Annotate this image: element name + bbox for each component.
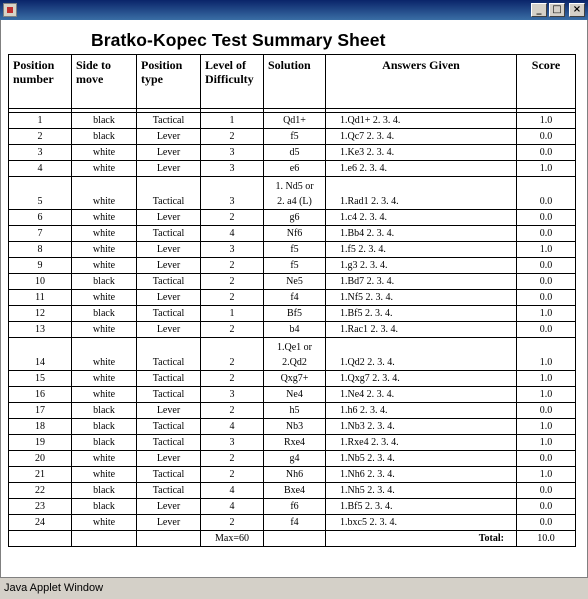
answer-cell: 1.Nb3 2. 3. 4. bbox=[326, 419, 517, 435]
header-position-type: Position type bbox=[137, 55, 201, 109]
difficulty-cell: 4 bbox=[201, 483, 264, 499]
table-row bbox=[9, 419, 576, 435]
difficulty-cell: 2 bbox=[201, 515, 264, 531]
solution-cell bbox=[264, 290, 326, 306]
score-cell: 1.0 bbox=[517, 242, 576, 258]
header-row bbox=[9, 55, 576, 109]
position-number-cell: 18 bbox=[9, 419, 72, 435]
position-number-cell: 24 bbox=[9, 515, 72, 531]
position-type-cell: Lever bbox=[137, 322, 201, 338]
side-to-move-cell: black bbox=[72, 113, 137, 129]
solution-line: Nh6 bbox=[285, 469, 304, 480]
table-row bbox=[9, 451, 576, 467]
score-cell: 1.0 bbox=[517, 306, 576, 322]
position-type-cell: Lever bbox=[137, 403, 201, 419]
difficulty-cell: 2 bbox=[201, 290, 264, 306]
solution-cell bbox=[264, 419, 326, 435]
maximize-button[interactable]: □ bbox=[549, 3, 565, 17]
position-type-cell: Tactical bbox=[137, 387, 201, 403]
difficulty-cell: 1 bbox=[201, 306, 264, 322]
position-number-cell: 12 bbox=[9, 306, 72, 322]
sheet-title: Bratko-Kopec Test Summary Sheet bbox=[91, 30, 386, 50]
score-cell: 0.0 bbox=[517, 290, 576, 306]
table-row bbox=[9, 161, 576, 177]
solution-line: Qd1+ bbox=[283, 115, 306, 126]
table-row bbox=[9, 467, 576, 483]
table-row bbox=[9, 483, 576, 499]
position-number-cell: 21 bbox=[9, 467, 72, 483]
minimize-button[interactable]: _ bbox=[531, 3, 547, 17]
position-type-cell: Lever bbox=[137, 129, 201, 145]
position-number-cell: 11 bbox=[9, 290, 72, 306]
position-type-cell: Tactical bbox=[137, 435, 201, 451]
table-row bbox=[9, 210, 576, 226]
solution-line: Nf6 bbox=[286, 228, 303, 239]
difficulty-cell: 4 bbox=[201, 419, 264, 435]
solution-cell bbox=[264, 451, 326, 467]
difficulty-cell: 4 bbox=[201, 226, 264, 242]
solution-line: f5 bbox=[290, 131, 299, 142]
side-to-move-cell: white bbox=[72, 177, 137, 210]
side-to-move-cell: white bbox=[72, 371, 137, 387]
header-score: Score bbox=[517, 55, 576, 109]
title-bar[interactable] bbox=[0, 0, 588, 20]
answer-cell: 1.Qd1+ 2. 3. 4. bbox=[326, 113, 517, 129]
solution-line: f4 bbox=[290, 292, 299, 303]
difficulty-cell: 3 bbox=[201, 177, 264, 210]
answer-cell: 1.Bb4 2. 3. 4. bbox=[326, 226, 517, 242]
table-row bbox=[9, 258, 576, 274]
position-number-cell: 19 bbox=[9, 435, 72, 451]
position-number-cell: 20 bbox=[9, 451, 72, 467]
solution-cell bbox=[264, 161, 326, 177]
position-type-cell: Tactical bbox=[137, 226, 201, 242]
solution-line: f5 bbox=[290, 260, 299, 271]
position-type-cell: Lever bbox=[137, 451, 201, 467]
difficulty-cell: 3 bbox=[201, 161, 264, 177]
answer-cell: 1.bxc5 2. 3. 4. bbox=[326, 515, 517, 531]
score-cell: 0.0 bbox=[517, 451, 576, 467]
score-cell: 1.0 bbox=[517, 113, 576, 129]
score-cell: 0.0 bbox=[517, 499, 576, 515]
table-row bbox=[9, 274, 576, 290]
solution-line: Ne5 bbox=[286, 276, 303, 287]
side-to-move-cell: black bbox=[72, 129, 137, 145]
solution-cell bbox=[264, 274, 326, 290]
solution-line: f4 bbox=[290, 517, 299, 528]
header-level: Level of Difficulty bbox=[201, 55, 264, 109]
answer-cell: 1.Nf5 2. 3. 4. bbox=[326, 290, 517, 306]
score-cell: 1.0 bbox=[517, 338, 576, 371]
table-row bbox=[9, 435, 576, 451]
side-to-move-cell: white bbox=[72, 161, 137, 177]
table-row bbox=[9, 290, 576, 306]
score-cell: 1.0 bbox=[517, 435, 576, 451]
solution-line: Nb3 bbox=[285, 421, 304, 432]
table-row bbox=[9, 515, 576, 531]
position-type-cell: Tactical bbox=[137, 113, 201, 129]
solution-cell bbox=[264, 129, 326, 145]
solution-line: d5 bbox=[289, 147, 300, 158]
position-type-cell: Lever bbox=[137, 515, 201, 531]
table-row bbox=[9, 322, 576, 338]
java-app-icon bbox=[3, 3, 17, 17]
answer-cell: 1.Qc7 2. 3. 4. bbox=[326, 129, 517, 145]
solution-cell bbox=[264, 258, 326, 274]
side-to-move-cell: black bbox=[72, 419, 137, 435]
side-to-move-cell: white bbox=[72, 210, 137, 226]
position-type-cell: Lever bbox=[137, 499, 201, 515]
position-type-cell: Tactical bbox=[137, 306, 201, 322]
solution-cell bbox=[264, 145, 326, 161]
position-type-cell: Lever bbox=[137, 242, 201, 258]
side-to-move-cell: black bbox=[72, 403, 137, 419]
solution-line: 2. a4 (L) bbox=[277, 196, 312, 207]
score-cell: 0.0 bbox=[517, 226, 576, 242]
table-row bbox=[9, 113, 576, 129]
position-number-cell: 15 bbox=[9, 371, 72, 387]
answer-cell: 1.g3 2. 3. 4. bbox=[326, 258, 517, 274]
score-cell: 0.0 bbox=[517, 322, 576, 338]
difficulty-cell: 2 bbox=[201, 258, 264, 274]
position-number-cell: 16 bbox=[9, 387, 72, 403]
position-number-cell: 2 bbox=[9, 129, 72, 145]
solution-line: 1. Nd5 or bbox=[275, 181, 314, 192]
answer-cell: 1.Ke3 2. 3. 4. bbox=[326, 145, 517, 161]
answer-cell: 1.h6 2. 3. 4. bbox=[326, 403, 517, 419]
side-to-move-cell: white bbox=[72, 338, 137, 371]
position-number-cell: 10 bbox=[9, 274, 72, 290]
side-to-move-cell: white bbox=[72, 515, 137, 531]
solution-cell bbox=[264, 403, 326, 419]
answer-cell: 1.e6 2. 3. 4. bbox=[326, 161, 517, 177]
solution-line: b4 bbox=[289, 324, 300, 335]
answer-cell: 1.Qd2 2. 3. 4. bbox=[326, 338, 517, 371]
answer-cell: 1.Ne4 2. 3. 4. bbox=[326, 387, 517, 403]
position-number-cell: 6 bbox=[9, 210, 72, 226]
solution-line: f6 bbox=[290, 501, 299, 512]
solution-cell bbox=[264, 242, 326, 258]
position-type-cell: Lever bbox=[137, 290, 201, 306]
solution-cell bbox=[264, 387, 326, 403]
solution-cell bbox=[264, 435, 326, 451]
header-solution: Solution bbox=[264, 55, 326, 109]
table-row bbox=[9, 306, 576, 322]
position-type-cell: Lever bbox=[137, 161, 201, 177]
solution-line: Bxe4 bbox=[283, 485, 306, 496]
side-to-move-cell: black bbox=[72, 274, 137, 290]
close-button[interactable]: × bbox=[569, 3, 585, 17]
answer-cell: 1.Rxe4 2. 3. 4. bbox=[326, 435, 517, 451]
difficulty-cell: 2 bbox=[201, 129, 264, 145]
answer-cell: 1.Nh6 2. 3. 4. bbox=[326, 467, 517, 483]
score-cell: 0.0 bbox=[517, 129, 576, 145]
total-value: 10.0 bbox=[517, 531, 576, 547]
position-number-cell: 14 bbox=[9, 338, 72, 371]
difficulty-cell: 3 bbox=[201, 242, 264, 258]
position-number-cell: 7 bbox=[9, 226, 72, 242]
answer-cell: 1.Rac1 2. 3. 4. bbox=[326, 322, 517, 338]
table-row bbox=[9, 145, 576, 161]
difficulty-cell: 2 bbox=[201, 274, 264, 290]
solution-cell bbox=[264, 499, 326, 515]
table-row bbox=[9, 129, 576, 145]
position-number-cell: 13 bbox=[9, 322, 72, 338]
answer-cell: 1.Bf5 2. 3. 4. bbox=[326, 499, 517, 515]
solution-line: h5 bbox=[289, 405, 300, 416]
difficulty-cell: 2 bbox=[201, 210, 264, 226]
position-number-cell: 8 bbox=[9, 242, 72, 258]
solution-cell bbox=[264, 210, 326, 226]
solution-cell bbox=[264, 113, 326, 129]
solution-line: f5 bbox=[290, 244, 299, 255]
solution-cell bbox=[264, 338, 326, 371]
difficulty-cell: 2 bbox=[201, 338, 264, 371]
score-cell: 1.0 bbox=[517, 467, 576, 483]
solution-cell bbox=[264, 467, 326, 483]
difficulty-cell: 3 bbox=[201, 387, 264, 403]
answer-cell: 1.Rad1 2. 3. 4. bbox=[326, 177, 517, 210]
solution-cell bbox=[264, 483, 326, 499]
solution-line: 2.Qd2 bbox=[282, 357, 307, 368]
answer-cell: 1.c4 2. 3. 4. bbox=[326, 210, 517, 226]
side-to-move-cell: black bbox=[72, 435, 137, 451]
header-position-number: Position number bbox=[9, 55, 72, 109]
side-to-move-cell: white bbox=[72, 258, 137, 274]
side-to-move-cell: black bbox=[72, 306, 137, 322]
position-type-cell: Lever bbox=[137, 258, 201, 274]
answer-cell: 1.Qxg7 2. 3. 4. bbox=[326, 371, 517, 387]
position-type-cell: Tactical bbox=[137, 467, 201, 483]
table-row bbox=[9, 177, 576, 210]
difficulty-cell: 2 bbox=[201, 322, 264, 338]
table-row bbox=[9, 403, 576, 419]
side-to-move-cell: black bbox=[72, 499, 137, 515]
score-cell: 0.0 bbox=[517, 145, 576, 161]
score-cell: 1.0 bbox=[517, 161, 576, 177]
position-type-cell: Tactical bbox=[137, 177, 201, 210]
score-cell: 0.0 bbox=[517, 258, 576, 274]
solution-line: Qxg7+ bbox=[280, 373, 309, 384]
position-number-cell: 17 bbox=[9, 403, 72, 419]
answer-cell: 1.Bd7 2. 3. 4. bbox=[326, 274, 517, 290]
solution-line: g4 bbox=[289, 453, 300, 464]
header-answers: Answers Given bbox=[326, 55, 517, 109]
answer-cell: 1.Nb5 2. 3. 4. bbox=[326, 451, 517, 467]
solution-cell bbox=[264, 371, 326, 387]
summary-table bbox=[8, 54, 576, 547]
score-cell: 0.0 bbox=[517, 274, 576, 290]
difficulty-cell: 4 bbox=[201, 499, 264, 515]
position-type-cell: Tactical bbox=[137, 371, 201, 387]
solution-line: Bf5 bbox=[287, 308, 302, 319]
side-to-move-cell: white bbox=[72, 387, 137, 403]
solution-line: Rxe4 bbox=[283, 437, 306, 448]
solution-cell bbox=[264, 177, 326, 210]
solution-line: g6 bbox=[289, 212, 300, 223]
position-type-cell: Lever bbox=[137, 210, 201, 226]
position-type-cell: Tactical bbox=[137, 274, 201, 290]
score-cell: 0.0 bbox=[517, 483, 576, 499]
difficulty-cell: 2 bbox=[201, 403, 264, 419]
position-number-cell: 5 bbox=[9, 177, 72, 210]
max-score: Max=60 bbox=[201, 531, 264, 547]
solution-line: e6 bbox=[289, 163, 300, 174]
difficulty-cell: 2 bbox=[201, 451, 264, 467]
side-to-move-cell: white bbox=[72, 226, 137, 242]
solution-line: 1.Qe1 or bbox=[277, 342, 312, 353]
difficulty-cell: 2 bbox=[201, 371, 264, 387]
position-number-cell: 22 bbox=[9, 483, 72, 499]
position-number-cell: 23 bbox=[9, 499, 72, 515]
solution-cell bbox=[264, 306, 326, 322]
status-bar bbox=[0, 577, 588, 599]
side-to-move-cell: white bbox=[72, 322, 137, 338]
answer-cell: 1.f5 2. 3. 4. bbox=[326, 242, 517, 258]
position-number-cell: 9 bbox=[9, 258, 72, 274]
solution-line: Ne4 bbox=[286, 389, 303, 400]
side-to-move-cell: black bbox=[72, 483, 137, 499]
position-type-cell: Lever bbox=[137, 145, 201, 161]
table-row bbox=[9, 387, 576, 403]
status-text: Java Applet Window bbox=[4, 582, 104, 594]
score-cell: 0.0 bbox=[517, 210, 576, 226]
table-row bbox=[9, 499, 576, 515]
side-to-move-cell: white bbox=[72, 451, 137, 467]
solution-cell bbox=[264, 322, 326, 338]
table-row bbox=[9, 338, 576, 371]
position-number-cell: 3 bbox=[9, 145, 72, 161]
difficulty-cell: 3 bbox=[201, 435, 264, 451]
position-number-cell: 1 bbox=[9, 113, 72, 129]
score-cell: 1.0 bbox=[517, 419, 576, 435]
difficulty-cell: 1 bbox=[201, 113, 264, 129]
table-row bbox=[9, 226, 576, 242]
score-cell: 1.0 bbox=[517, 387, 576, 403]
table-row bbox=[9, 371, 576, 387]
table-row bbox=[9, 242, 576, 258]
score-cell: 0.0 bbox=[517, 403, 576, 419]
side-to-move-cell: white bbox=[72, 242, 137, 258]
score-cell: 1.0 bbox=[517, 371, 576, 387]
position-number-cell: 4 bbox=[9, 161, 72, 177]
solution-cell bbox=[264, 515, 326, 531]
header-side-to-move: Side to move bbox=[72, 55, 137, 109]
answer-cell: 1.Nh5 2. 3. 4. bbox=[326, 483, 517, 499]
side-to-move-cell: white bbox=[72, 467, 137, 483]
side-to-move-cell: white bbox=[72, 290, 137, 306]
position-type-cell: Tactical bbox=[137, 419, 201, 435]
solution-cell bbox=[264, 226, 326, 242]
difficulty-cell: 2 bbox=[201, 467, 264, 483]
difficulty-cell: 3 bbox=[201, 145, 264, 161]
answer-cell: 1.Bf5 2. 3. 4. bbox=[326, 306, 517, 322]
total-label: Total: bbox=[326, 531, 517, 547]
score-cell: 0.0 bbox=[517, 515, 576, 531]
side-to-move-cell: white bbox=[72, 145, 137, 161]
footer-row bbox=[9, 531, 576, 547]
position-type-cell: Tactical bbox=[137, 483, 201, 499]
score-cell: 0.0 bbox=[517, 177, 576, 210]
position-type-cell: Tactical bbox=[137, 338, 201, 371]
